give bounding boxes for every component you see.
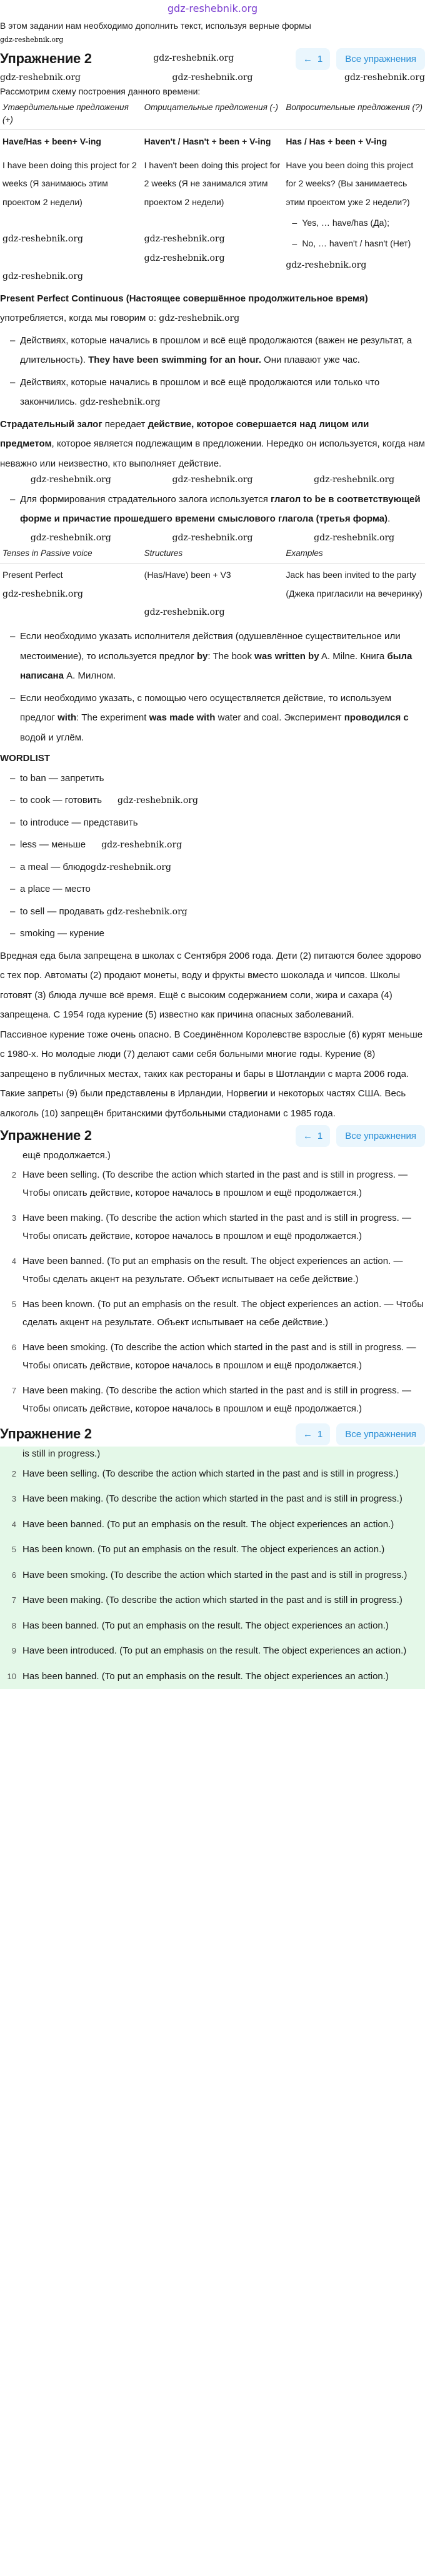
wordlist-item-text: less — меньше xyxy=(20,839,86,851)
wordlist-item-text: to sell — продавать xyxy=(20,906,104,917)
answer-tail: is still in progress.) xyxy=(22,1448,101,1460)
watermark: gdz-reshebnik.org xyxy=(2,234,83,245)
passive-table-cell xyxy=(142,563,284,625)
wordlist xyxy=(0,769,425,944)
answer-item xyxy=(0,1614,425,1639)
passive-table xyxy=(0,545,425,624)
wordlist-item xyxy=(11,857,425,877)
watermark: gdz-reshebnik.org xyxy=(30,475,111,485)
wordlist-item xyxy=(11,924,425,944)
watermark: gdz-reshebnik.org xyxy=(0,36,64,44)
arrow-left-icon: ← xyxy=(302,1130,312,1141)
watermark: gdz-reshebnik.org xyxy=(106,906,188,917)
answer-item xyxy=(0,1249,425,1292)
wordlist-item xyxy=(11,790,425,811)
watermark: gdz-reshebnik.org xyxy=(314,532,395,543)
ppc-section xyxy=(0,289,425,412)
answer-text: Have been making. (To describe the action which started in the past and is still in progress.) xyxy=(22,1493,402,1505)
answer-number: 8 xyxy=(11,1620,16,1630)
answer-text: Have been making. (To describe the action which started in the past and is still in progress. — Чтобы описать действие, которое началось в прошлом и ещё продолжается.) xyxy=(22,1213,411,1241)
watermark: gdz-reshebnik.org xyxy=(314,475,395,485)
scheme-section xyxy=(0,71,425,288)
passive-item-text: Для формирования страдательного залога используется xyxy=(20,493,271,505)
exercise-title: Упражнение 2 xyxy=(0,1128,92,1144)
exercise-header xyxy=(0,46,425,71)
ppc-item-text: Действиях, которые начались в прошлом и всё ещё продолжаются или только что закончились. xyxy=(20,376,380,408)
watermark: gdz-reshebnik.org xyxy=(344,73,425,83)
answer-number: 7 xyxy=(11,1595,16,1605)
prev-exercise-label: 1 xyxy=(317,1130,323,1141)
answer-number: 6 xyxy=(11,1570,16,1580)
ppc-heading-rest: употребляется, когда мы говорим о: xyxy=(0,313,157,324)
scheme-header: Вопросительные предложения (?) xyxy=(283,99,425,130)
note-text: водой и углём. xyxy=(20,732,84,743)
ppc-heading: Present Perfect Continuous (Настоящее совершённое продолжительное время) xyxy=(0,293,368,304)
answer-item xyxy=(0,1664,425,1690)
answer-item xyxy=(0,1378,425,1422)
wordlist-item-text: a place — место xyxy=(20,884,91,895)
intro-text xyxy=(0,19,425,46)
prev-exercise-button[interactable] xyxy=(296,1125,330,1147)
answer-number: 3 xyxy=(11,1213,16,1223)
wordlist-item-text: smoking — курение xyxy=(20,928,104,939)
wordlist-item-text: a meal — блюдо xyxy=(20,861,91,872)
passive-table-cell-text: Jack has been invited to the party (Джека пригласили на вечеринку) xyxy=(286,570,422,599)
answer-number: 4 xyxy=(11,1519,16,1529)
note-bold: была написана xyxy=(20,650,412,682)
wordlist-item xyxy=(11,902,425,922)
watermark: gdz-reshebnik.org xyxy=(0,73,81,83)
note-text: water and coal. Эксперимент xyxy=(215,712,344,724)
answer-number: 5 xyxy=(11,1545,16,1555)
scheme-formula: Have/Has + been+ V-ing xyxy=(2,136,101,147)
scheme-header: Утвердительные предложения (+) xyxy=(0,99,142,130)
wordlist-item xyxy=(11,813,425,833)
scheme-formula: Haven't / Hasn't + been + V-ing xyxy=(144,136,271,147)
scheme-example-text: I haven't been doing this project for 2 weeks (Я не занимался этим проектом 2 недели) xyxy=(144,159,281,207)
all-exercises-button[interactable]: Все упражнения xyxy=(336,1125,425,1147)
passive-item xyxy=(11,490,425,529)
scheme-table xyxy=(0,99,425,289)
passive-text: передает xyxy=(102,418,148,430)
answer-tail: ещё продолжается.) xyxy=(22,1150,111,1161)
scheme-example xyxy=(0,154,142,289)
note-bold: was written by xyxy=(254,650,319,662)
answer-item xyxy=(0,1512,425,1538)
wordlist-item xyxy=(11,879,425,899)
scheme-example xyxy=(142,154,284,289)
all-exercises-button[interactable]: Все упражнения xyxy=(336,1423,425,1445)
answer-text: Have been making. (To describe the action which started in the past and is still in progress. — Чтобы описать действие, которое началось в прошлом и ещё продолжается.) xyxy=(22,1385,411,1414)
note-item xyxy=(11,627,425,686)
ppc-item-text: Действиях, которые начались в прошлом и всё ещё продолжаются (важен не результат, а длительность). xyxy=(20,335,412,366)
note-item xyxy=(11,689,425,748)
ppc-list xyxy=(0,331,425,412)
prev-exercise-label: 1 xyxy=(317,53,323,64)
site-logo[interactable]: gdz-reshebnik.org xyxy=(167,3,258,14)
note-text: : The book xyxy=(208,650,255,662)
exercise-title: Упражнение 2 xyxy=(0,51,92,67)
prev-exercise-button[interactable] xyxy=(296,1423,330,1445)
watermark: gdz-reshebnik.org xyxy=(286,260,367,270)
all-exercises-button[interactable]: Все упражнения xyxy=(336,48,425,70)
wordlist-item-text: to introduce — представить xyxy=(20,817,138,828)
prev-exercise-button[interactable] xyxy=(296,48,330,70)
answer-text: Has been known. (To put an emphasis on the result. The object experiences an action. — Чтобы сделать акцент на результате. Объект испытывает на себе действие.) xyxy=(22,1299,424,1328)
answers-list xyxy=(0,1163,425,1422)
ppc-item xyxy=(11,331,425,370)
watermark: gdz-reshebnik.org xyxy=(30,532,111,543)
answer-item xyxy=(0,1588,425,1614)
answer-number: 6 xyxy=(11,1343,16,1353)
answer-item xyxy=(0,1163,425,1206)
passive-item-after: . xyxy=(388,513,391,525)
answer-item xyxy=(0,1537,425,1563)
passive-table-header: Structures xyxy=(142,545,284,563)
exercise-nav xyxy=(296,1125,425,1147)
answers-section xyxy=(0,1447,425,1689)
exercise-header xyxy=(0,1123,425,1148)
passive-item-bold: глагол to be в соответствующей форме и причастие прошедшего времени смыслового глагола (третья форма) xyxy=(20,493,421,525)
answer-text: Have been selling. (To describe the action which started in the past and is still in progress. — Чтобы описать действие, которое началось в прошлом и ещё продолжается.) xyxy=(22,1169,408,1198)
answer-number: 2 xyxy=(11,1468,16,1478)
passive-term: Страдательный залог xyxy=(0,418,102,430)
ppc-paragraph xyxy=(0,289,425,328)
answers-green-section xyxy=(0,1422,425,1689)
answer-number: 2 xyxy=(11,1170,16,1180)
notes-list xyxy=(0,627,425,747)
scheme-example-text: Have you been doing this project for 2 weeks? (Вы занимаетесь этим проектом уже 2 недели?) xyxy=(286,159,414,207)
answer-number: 7 xyxy=(11,1386,16,1396)
note-bold: with xyxy=(58,712,77,724)
passive-paragraph xyxy=(0,415,425,474)
watermark: gdz-reshebnik.org xyxy=(172,532,253,543)
answer-item xyxy=(0,1206,425,1249)
scheme-example xyxy=(283,154,425,289)
answer-text: Have been introduced. (To put an emphasis on the result. The object experiences an action.) xyxy=(22,1645,407,1657)
answer-number: 5 xyxy=(11,1300,16,1310)
answer-number: 3 xyxy=(11,1494,16,1504)
ppc-item-bold: They have been swimming for an hour. xyxy=(88,355,261,366)
answer-text: Have been making. (To describe the action which started in the past and is still in progress.) xyxy=(22,1595,402,1606)
exercise-header xyxy=(0,1422,425,1447)
note-text: Если необходимо указать исполнителя действия (одушевлённое существительное или местоимение), то используется предлог xyxy=(20,631,401,662)
watermark: gdz-reshebnik.org xyxy=(117,796,198,806)
wordlist-item-text: to cook — готовить xyxy=(20,795,102,806)
intro-line: В этом задании нам необходимо дополнить текст, используя верные формы xyxy=(0,20,311,31)
exercise-title: Упражнение 2 xyxy=(0,1426,92,1442)
translation-paragraph: Пассивное курение тоже очень опасно. В Соединённом Королевстве взрослые (6) курят меньше с 1980-х. Но молодые люди (7) делают сами себя больными многие годы. Курение (8) запрещено в публичных местах, таких как рестораны и бары в Шотландии с марта 2006 года. Такие запреты (9) были представлены в Ирландии, Норвегии и некоторых частях США. Весь алкоголь (10) запрещён британскими футбольными стадионами с 1985 года. xyxy=(0,1029,423,1119)
ppc-item-after: Они плавают уже час. xyxy=(261,355,360,366)
watermark: gdz-reshebnik.org xyxy=(153,53,234,64)
answer-item xyxy=(0,1639,425,1664)
scheme-header: Отрицательные предложения (-) xyxy=(142,99,284,130)
answer-text: Has been banned. (To put an emphasis on the result. The object experiences an action.) xyxy=(22,1620,389,1631)
passive-text-rest: , которое является подлежащим в предложении. Нередко он используется, когда нам неважно или неизвестно, кто выполняет действие. xyxy=(0,438,425,469)
watermark: gdz-reshebnik.org xyxy=(172,73,253,83)
arrow-left-icon: ← xyxy=(302,53,312,64)
watermark: gdz-reshebnik.org xyxy=(2,588,83,599)
exercise-nav xyxy=(296,48,425,70)
note-text: А. Милном. xyxy=(63,670,116,682)
wordlist-item-text: to ban — запретить xyxy=(20,772,104,784)
passive-table-cell-text: Present Perfect xyxy=(2,570,63,580)
scheme-caption: Рассмотрим схему построения данного времени: xyxy=(0,86,201,96)
scheme-example-text: I have been doing this project for 2 weeks (Я занимаюсь этим проектом 2 недели) xyxy=(2,159,137,207)
watermark: gdz-reshebnik.org xyxy=(79,397,161,408)
watermark: gdz-reshebnik.org xyxy=(91,862,172,872)
answers-list xyxy=(0,1462,425,1690)
watermark: gdz-reshebnik.org xyxy=(144,253,225,263)
answer-number: 4 xyxy=(11,1256,16,1266)
watermark: gdz-reshebnik.org xyxy=(144,607,225,618)
passive-table-header: Tenses in Passive voice xyxy=(0,545,142,563)
answer-item xyxy=(0,1462,425,1487)
passive-table-cell xyxy=(0,563,142,625)
answer-item xyxy=(0,1563,425,1589)
answer-text: Has been banned. (To put an emphasis on the result. The object experiences an action.) xyxy=(22,1670,389,1682)
answer-number: 9 xyxy=(11,1646,16,1656)
answer-number: 10 xyxy=(7,1671,16,1681)
note-text: : The experiment xyxy=(76,712,149,724)
scheme-answer-yes: – Yes, … have/has (Да); xyxy=(293,214,422,232)
answers-section xyxy=(0,1148,425,1422)
answer-item xyxy=(0,1487,425,1512)
passive-table-cell xyxy=(283,563,425,625)
note-bold: by xyxy=(196,650,208,662)
wordlist-item xyxy=(11,835,425,855)
translation-paragraph: Вредная еда была запрещена в школах с Сентября 2006 года. Дети (2) питаются более здорово с тех пор. Автоматы (2) продают монеты, воду и фрукты вместо шоколада и чипсов. Школы готовят (3) блюда лучше всё время. Ещё с высоким содержанием соли, жира и сахара (4) запрещена. С 1954 года курение (5) известно как причина опасных заболеваний. xyxy=(0,950,421,1021)
answer-text: Have been banned. (To put an emphasis on the result. The object experiences an action.) xyxy=(22,1518,394,1530)
passive-table-cell-text: (Has/Have) been + V3 xyxy=(144,570,231,580)
answer-item xyxy=(0,1335,425,1378)
watermark: gdz-reshebnik.org xyxy=(101,840,182,851)
note-text: Если необходимо указать, с помощью чего осуществляется действие, то используем предлог xyxy=(20,692,392,724)
answer-item xyxy=(0,1292,425,1335)
wordlist-item xyxy=(11,769,425,789)
note-bold: проводился с xyxy=(344,712,409,724)
note-bold: was made with xyxy=(149,712,216,724)
wordlist-title: WORDLIST xyxy=(0,753,50,764)
scheme-answers xyxy=(286,214,422,253)
watermark: gdz-reshebnik.org xyxy=(159,313,240,324)
scheme-formula: Has / Has + been + V-ing xyxy=(286,136,388,147)
answer-text: Have been banned. (To put an emphasis on the result. The object experiences an action. — Чтобы сделать акцент на результате. Объект испытывает на себе действие.) xyxy=(22,1256,403,1285)
notes-section xyxy=(0,627,425,747)
answer-text: Have been smoking. (To describe the action which started in the past and is still in progress.) xyxy=(22,1569,408,1580)
passive-table-header: Examples xyxy=(283,545,425,563)
answer-text: Have been selling. (To describe the action which started in the past and is still in progress.) xyxy=(22,1468,399,1479)
passive-definition: действие, которое совершается над лицом или предметом xyxy=(0,418,369,450)
passive-section xyxy=(0,415,425,545)
note-text: A. Milne. Книга xyxy=(319,650,388,662)
arrow-left-icon: ← xyxy=(302,1428,312,1440)
prev-exercise-label: 1 xyxy=(317,1428,323,1440)
watermark: gdz-reshebnik.org xyxy=(2,271,83,282)
watermark: gdz-reshebnik.org xyxy=(144,234,225,245)
exercise-nav xyxy=(296,1423,425,1445)
ppc-item xyxy=(11,373,425,412)
answer-text: Have been smoking. (To describe the action which started in the past and is still in progress. — Чтобы описать действие, которое началось в прошлом и ещё продолжается.) xyxy=(22,1342,416,1371)
wordlist-section xyxy=(0,751,425,943)
watermark: gdz-reshebnik.org xyxy=(172,475,253,485)
answer-text: Has been known. (To put an emphasis on the result. The object experiences an action.) xyxy=(22,1544,385,1555)
scheme-answer-no: – No, … haven't / hasn't (Нет) xyxy=(293,235,422,253)
passive-list xyxy=(0,490,425,529)
